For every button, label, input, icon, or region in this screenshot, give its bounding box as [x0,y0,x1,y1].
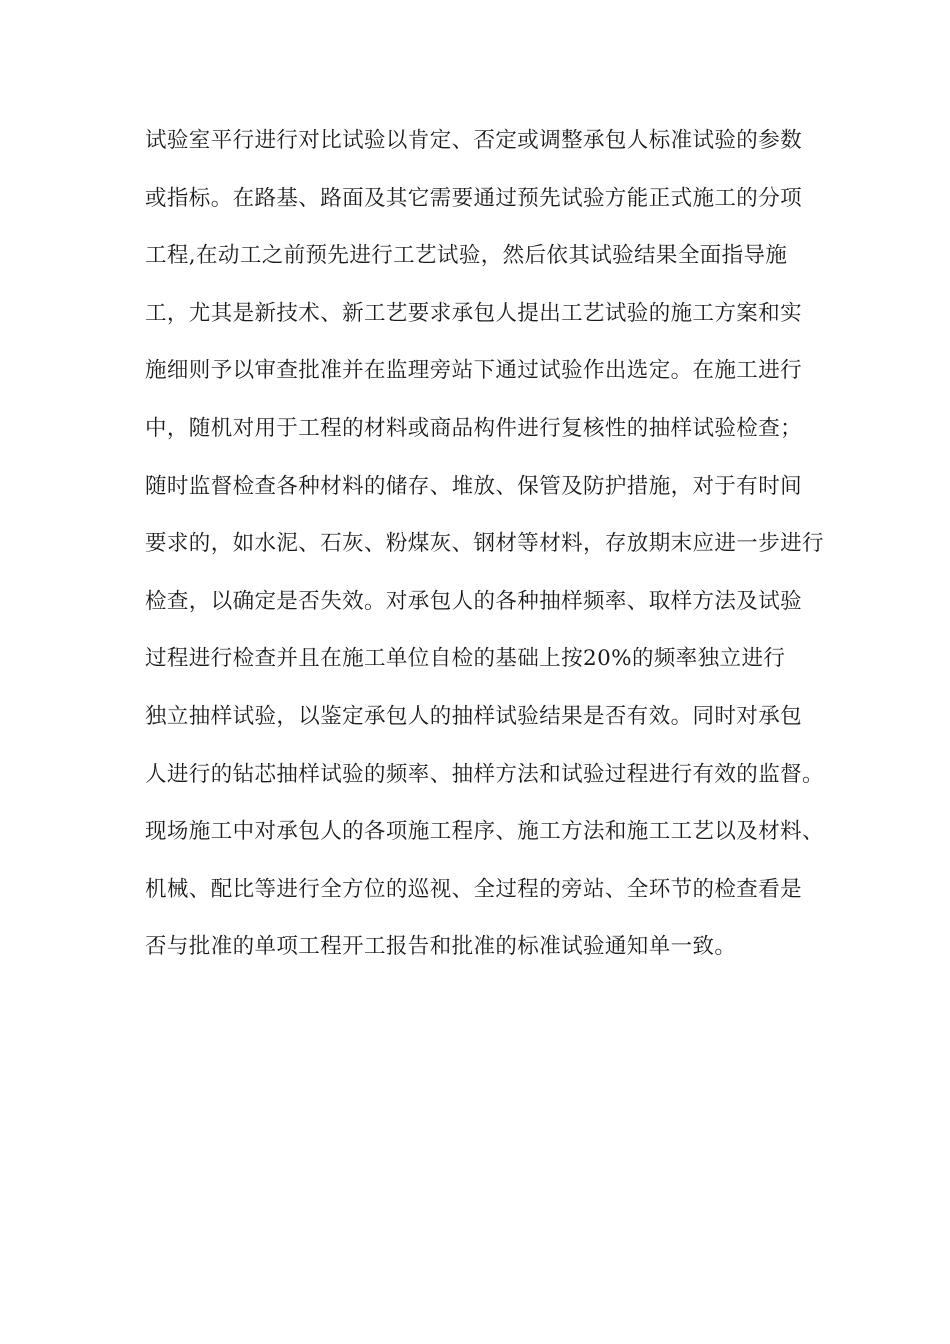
text-line-2: 或指标。在路基、路面及其它需要通过预先试验方能正式施工的分项 [145,185,803,211]
text-line-10: 过程进行检查并且在施工单位自检的基础上按20%的频率独立进行 [145,646,786,672]
text-line-3: 工程,在动工之前预先进行工艺试验，然后依其试验结果全面指导施 [145,243,788,269]
text-line-9: 检查，以确定是否失效。对承包人的各种抽样频率、取样方法及试验 [145,588,803,614]
text-line-1: 试验室平行进行对比试验以肯定、否定或调整承包人标准试验的参数 [145,128,803,153]
text-line-8: 要求的，如水泥、石灰、粉煤灰、钢材等材料，存放期末应进一步进行 [145,531,824,557]
text-line-13: 现场施工中对承包人的各项施工程序、施工方法和施工工艺以及材料、 [145,819,824,845]
body-paragraph [145,124,825,988]
text-line-6: 中，随机对用于工程的材料或商品构件进行复核性的抽样试验检查； [145,415,803,441]
text-line-11: 独立抽样试验，以鉴定承包人的抽样试验结果是否有效。同时对承包 [145,703,803,729]
text-line-14: 机械、配比等进行全方位的巡视、全过程的旁站、全环节的检查看是 [145,876,803,902]
text-line-5: 施细则予以审查批准并在监理旁站下通过试验作出选定。在施工进行 [145,358,803,384]
text-line-4: 工，尤其是新技术、新工艺要求承包人提出工艺试验的施工方案和实 [145,300,803,326]
text-line-7: 随时监督检查各种材料的储存、堆放、保管及防护措施，对于有时间 [145,473,803,499]
text-line-15: 否与批准的单项工程开工报告和批准的标准试验通知单一致。 [145,934,737,960]
text-line-12: 人进行的钻芯抽样试验的频率、抽样方法和试验过程进行有效的监督。 [145,761,824,787]
